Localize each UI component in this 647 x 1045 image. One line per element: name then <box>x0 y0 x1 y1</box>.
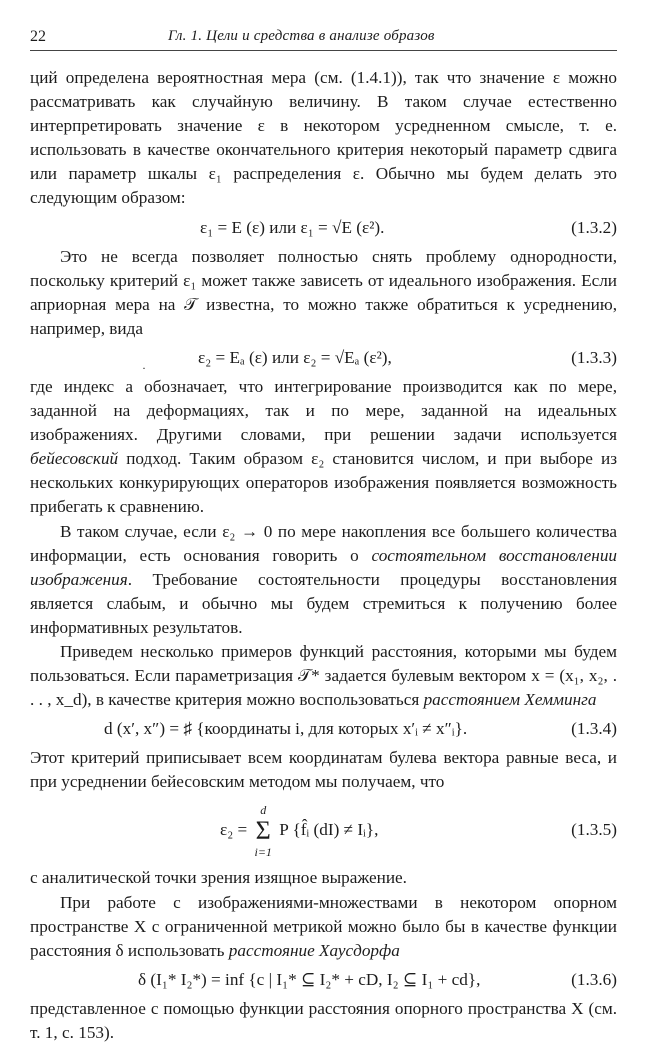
emphasis: бейесовский <box>30 449 119 469</box>
equation-1-3-6 <box>30 963 617 997</box>
equation-body <box>220 794 378 866</box>
paragraph: с аналитической точки зрения изящное выражение. <box>30 868 407 888</box>
paragraph: Это не всегда позволяет полностью снять проблему однородности, поскольку критерий ε₁ может также зависеть от идеального изображения. Если априорная мера на 𝒯 известна, то можно также обратиться к усреднению, например, вида <box>30 246 617 338</box>
equation-number: (1.3.2) <box>571 217 617 237</box>
equation-1-3-5 <box>30 794 617 866</box>
equation-number: (1.3.6) <box>571 969 617 989</box>
equation-number: (1.3.5) <box>571 820 617 840</box>
stray-dot: · <box>142 360 146 375</box>
equation-body: ε₁ = E (ε) или ε₁ = √E (ε²). <box>200 217 385 237</box>
equation-number: (1.3.3) <box>571 347 617 367</box>
sum-upper-limit: d <box>260 803 267 818</box>
paragraph <box>30 640 617 712</box>
equation-1-3-2 <box>30 211 617 245</box>
text-run: В таком случае, если ε₂ → 0 по мере накопления все большего количества информации, есть основания говорить о <box>30 521 617 565</box>
running-head: Гл. 1. Цели и средства в анализе образов <box>168 28 435 44</box>
emphasis: состоятельном восстановлении изображения <box>30 545 618 589</box>
equation-number: (1.3.4) <box>571 719 617 739</box>
text-run: подход. Таким образом ε₂ становится числом, и при выборе из нескольких конкурирующих операторов изображения появляется возможность прибегать к сравнению. <box>30 449 617 517</box>
paragraph: представленное с помощью функции расстояния опорного пространства X (см. т. 1, с. 153). <box>30 998 617 1042</box>
equation-body: δ (I₁* I₂*) = inf {c | I₁* ⊆ I₂* + cD, I₂ ⊆ I₁ + cd}, <box>138 969 481 989</box>
page-number: 22 <box>30 28 46 45</box>
text-run: . Требование состоятельности процедуры восстановления является слабым, и обычно мы будем стремиться к получению более информативных результатов. <box>30 569 617 637</box>
summation <box>255 803 272 859</box>
paragraph <box>30 891 617 963</box>
equation-body: d (x′, x″) = ♯ {координаты i, для которых x′ᵢ ≠ x″ᵢ}. <box>104 719 468 739</box>
paragraph <box>30 375 617 520</box>
body-text <box>30 66 617 1045</box>
equation-1-3-4 <box>30 712 617 746</box>
paragraph <box>30 520 617 640</box>
emphasis: расстояние Хаусдорфа <box>228 940 400 960</box>
equation-1-3-3 <box>30 341 617 375</box>
sum-lower-limit: i=1 <box>254 845 272 860</box>
equation-lhs: ε₂ = <box>220 820 248 840</box>
text-run: При работе с изображениями-множествами в некотором опорном пространстве X с ограниченной метрикой можно было бы в качестве функции расстояния δ использовать <box>30 892 617 960</box>
page-header <box>30 28 617 51</box>
paragraph: ций определена вероятностная мера (см. (1.4.1)), так что значение ε можно рассматривать как случайную величину. В таком случае естественно интерпретировать значение ε в некотором усредненном смысле, т. е. использовать в качестве окончательного критерия некоторый параметр сдвига или параметр шкалы ε₁ распределения ε. Обычно мы будем делать это следующим образом: <box>30 68 617 208</box>
equation-body: ε₂ = Eₐ (ε) или ε₂ = √Eₐ (ε²), <box>198 347 392 367</box>
paragraph: Этот критерий приписывает всем координатам булева вектора равные веса, и при усреднении бейесовским методом мы получаем, что <box>30 748 617 792</box>
text-run: Приведем несколько примеров функций расстояния, которыми мы будем пользоваться. Если параметризация 𝒯* задается булевым вектором x = (x₁, x₂, . . . , x_d), в качестве критерия можно воспользоваться <box>30 641 617 710</box>
sum-sign: Σ <box>255 816 271 846</box>
emphasis: расстоянием Хемминга <box>423 690 597 710</box>
equation-rhs: P {f̂ᵢ (dI) ≠ Iᵢ}, <box>279 820 379 840</box>
text-run: где индекс a обозначает, что интегрирование производится как по мере, заданной на деформациях, так и по мере, заданной на идеальных изображениях. Другими словами, при решении задачи используется <box>30 376 617 445</box>
